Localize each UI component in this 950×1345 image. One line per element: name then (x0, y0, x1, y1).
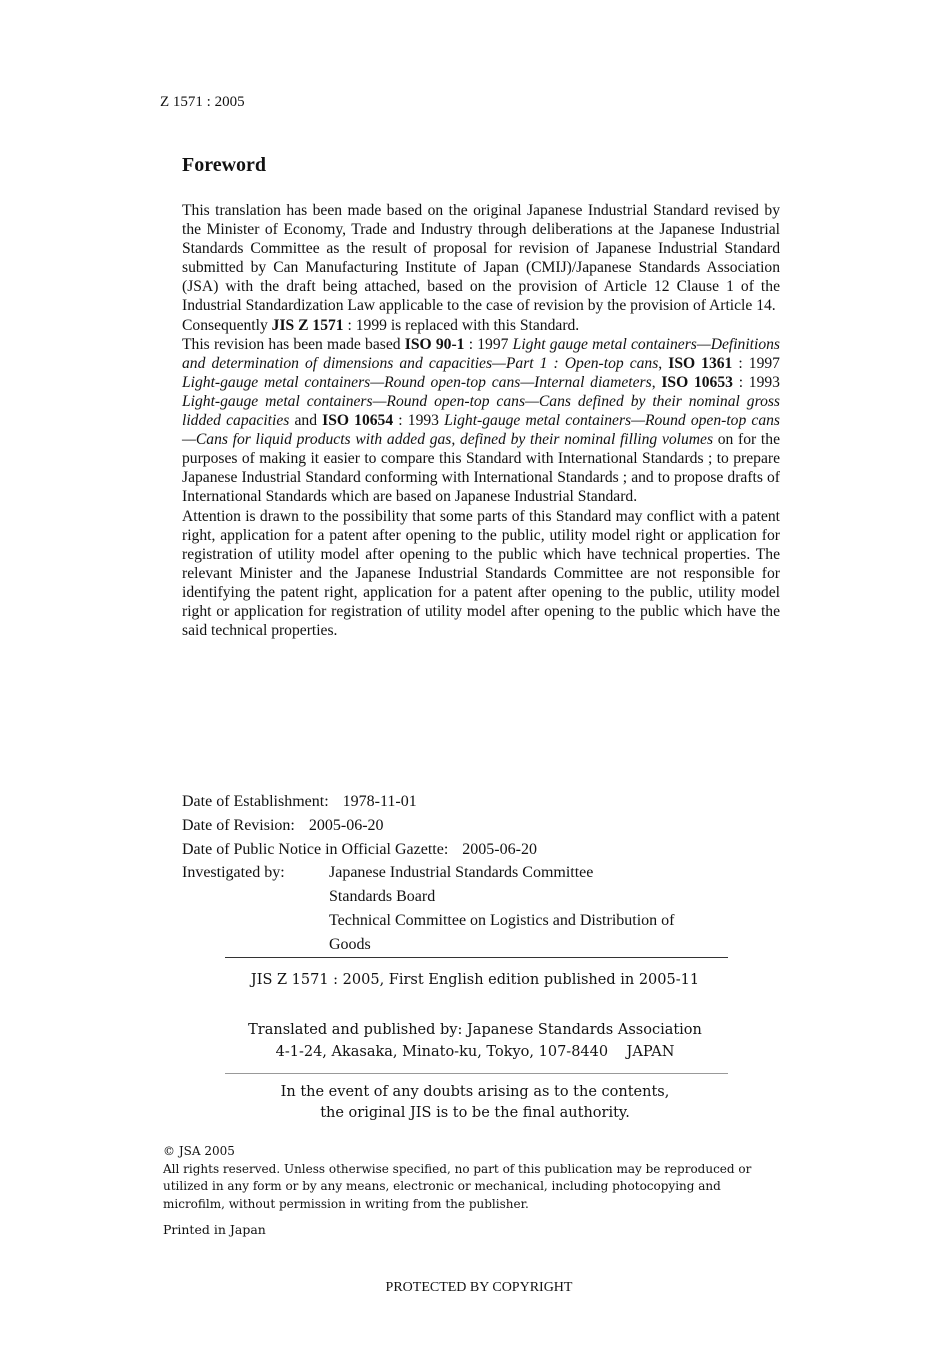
iso-reference: ISO 1361 (668, 354, 733, 372)
copyright-notice (163, 1143, 775, 1213)
edition-line: JIS Z 1571 : 2005, First English edition published in 2005-11 (250, 972, 700, 988)
printed-in-line: Printed in Japan (163, 1222, 266, 1237)
paragraph-patent-notice: Attention is drawn to the possibility that some parts of this Standard may conflict with a patent right, application for a patent after opening to the public, utility model right or application for registration of utility model after opening to the public which have technical properties. The relevant Minister and the Japanese Industrial Standards Committee are not responsible for identifying the patent right, application for a patent after opening to the public, utility model right or application for registration of utility model after opening to the public which have the said technical properties. (182, 507, 780, 640)
paragraph-translation-basis: This translation has been made based on the original Japanese Industrial Standard revised by the Minister of Economy, Trade and Industry through deliberations at the Japanese Industrial Standards Committee as the result of proposal for revision of Japanese Industrial Standard submitted by Can Manufacturing Institute of Japan (CMIJ)/Japanese Standards Association (JSA) with the draft being attached, based on the provision of Article 12 Clause 1 of the Industrial Standardization Law applicable to the case of revision by the provision of Article 14. (182, 202, 780, 315)
translated-by-line: Translated and published by: Japanese Standards Association (248, 1022, 702, 1038)
address-line: 4-1-24, Akasaka, Minato-ku, Tokyo, 107-8440 JAPAN (275, 1044, 675, 1060)
doubt-line-2: the original JIS is to be the final authority. (320, 1105, 630, 1121)
protected-footer: PROTECTED BY COPYRIGHT (385, 1280, 573, 1295)
divider (225, 957, 728, 958)
paragraph-replacement: Consequently JIS Z 1571 : 1999 is replaced with this Standard. (182, 316, 580, 334)
revision-row: Date of Revision: 2005-06-20 (182, 816, 384, 834)
investigated-row: Investigated by: Japanese Industrial Standards Committee Standards Board Technical Committee on Logistics and Distribution of Goods (182, 861, 674, 956)
page-title: Foreword (182, 154, 267, 176)
iso-reference: ISO 10653 (661, 373, 733, 391)
divider (225, 1073, 728, 1074)
iso-title: Light-gauge metal containers—Round open-top cans—Internal diameters (182, 373, 652, 391)
iso-title: Light gauge metal containers—Definitions and determination of dimensions and capacities—Part 1 : Open-top cans (182, 335, 780, 372)
public-notice-row: Date of Public Notice in Official Gazette: 2005-06-20 (182, 840, 537, 858)
document-id-header: Z 1571 : 2005 (160, 94, 245, 110)
foreword-body (182, 201, 780, 640)
investigating-bodies: Japanese Industrial Standards Committee Standards Board Technical Committee on Logistics and Distribution of Goods (329, 864, 675, 953)
rights-reserved-text: All rights reserved. Unless otherwise specified, no part of this publication may be reproduced or utilized in any form or by any means, electronic or mechanical, including photocopying and microfilm, without permission in writing from the publisher. (163, 1161, 752, 1211)
iso-title: Light-gauge metal containers—Round open-top cans—Cans defined by their nominal gross lidded capacities (182, 392, 780, 430)
paragraph-revision-basis: This revision has been made based ISO 90-1 : 1997 Light gauge metal containers—Definitions and determination of dimensions and capacities—Part 1 : Open-top cans, ISO 1361 : 1997 Light-gauge metal containers—Round open-top cans—Internal diameters, ISO 10653 : 1993 Light-gauge metal containers—Round open-top cans—Cans defined by their nominal gross lidded capacities and ISO 10654 : 1993 Light-gauge metal containers—Round open-top cans—Cans for liquid products with added gas, defined by their nominal filling volumes on for the purposes of making it easier to compare this Standard with International Standards ; to prepare Japanese Industrial Standard conforming with International Standards ; and to propose drafts of International Standards which are based on Japanese Industrial Standard. (182, 335, 780, 506)
copyright-symbol-line: © JSA 2005 (163, 1144, 235, 1158)
jis-reference: JIS Z 1571 (271, 316, 344, 334)
iso-reference: ISO 90-1 (404, 335, 465, 353)
iso-title: Light-gauge metal containers—Round open-top cans—Cans for liquid products with added gas, defined by their nominal filling volumes (182, 412, 780, 449)
establishment-row: Date of Establishment: 1978-11-01 (182, 793, 417, 810)
iso-reference: ISO 10654 (322, 412, 394, 430)
dates-block (182, 790, 674, 957)
doubt-line-1: In the event of any doubts arising as to the contents, (280, 1084, 670, 1100)
